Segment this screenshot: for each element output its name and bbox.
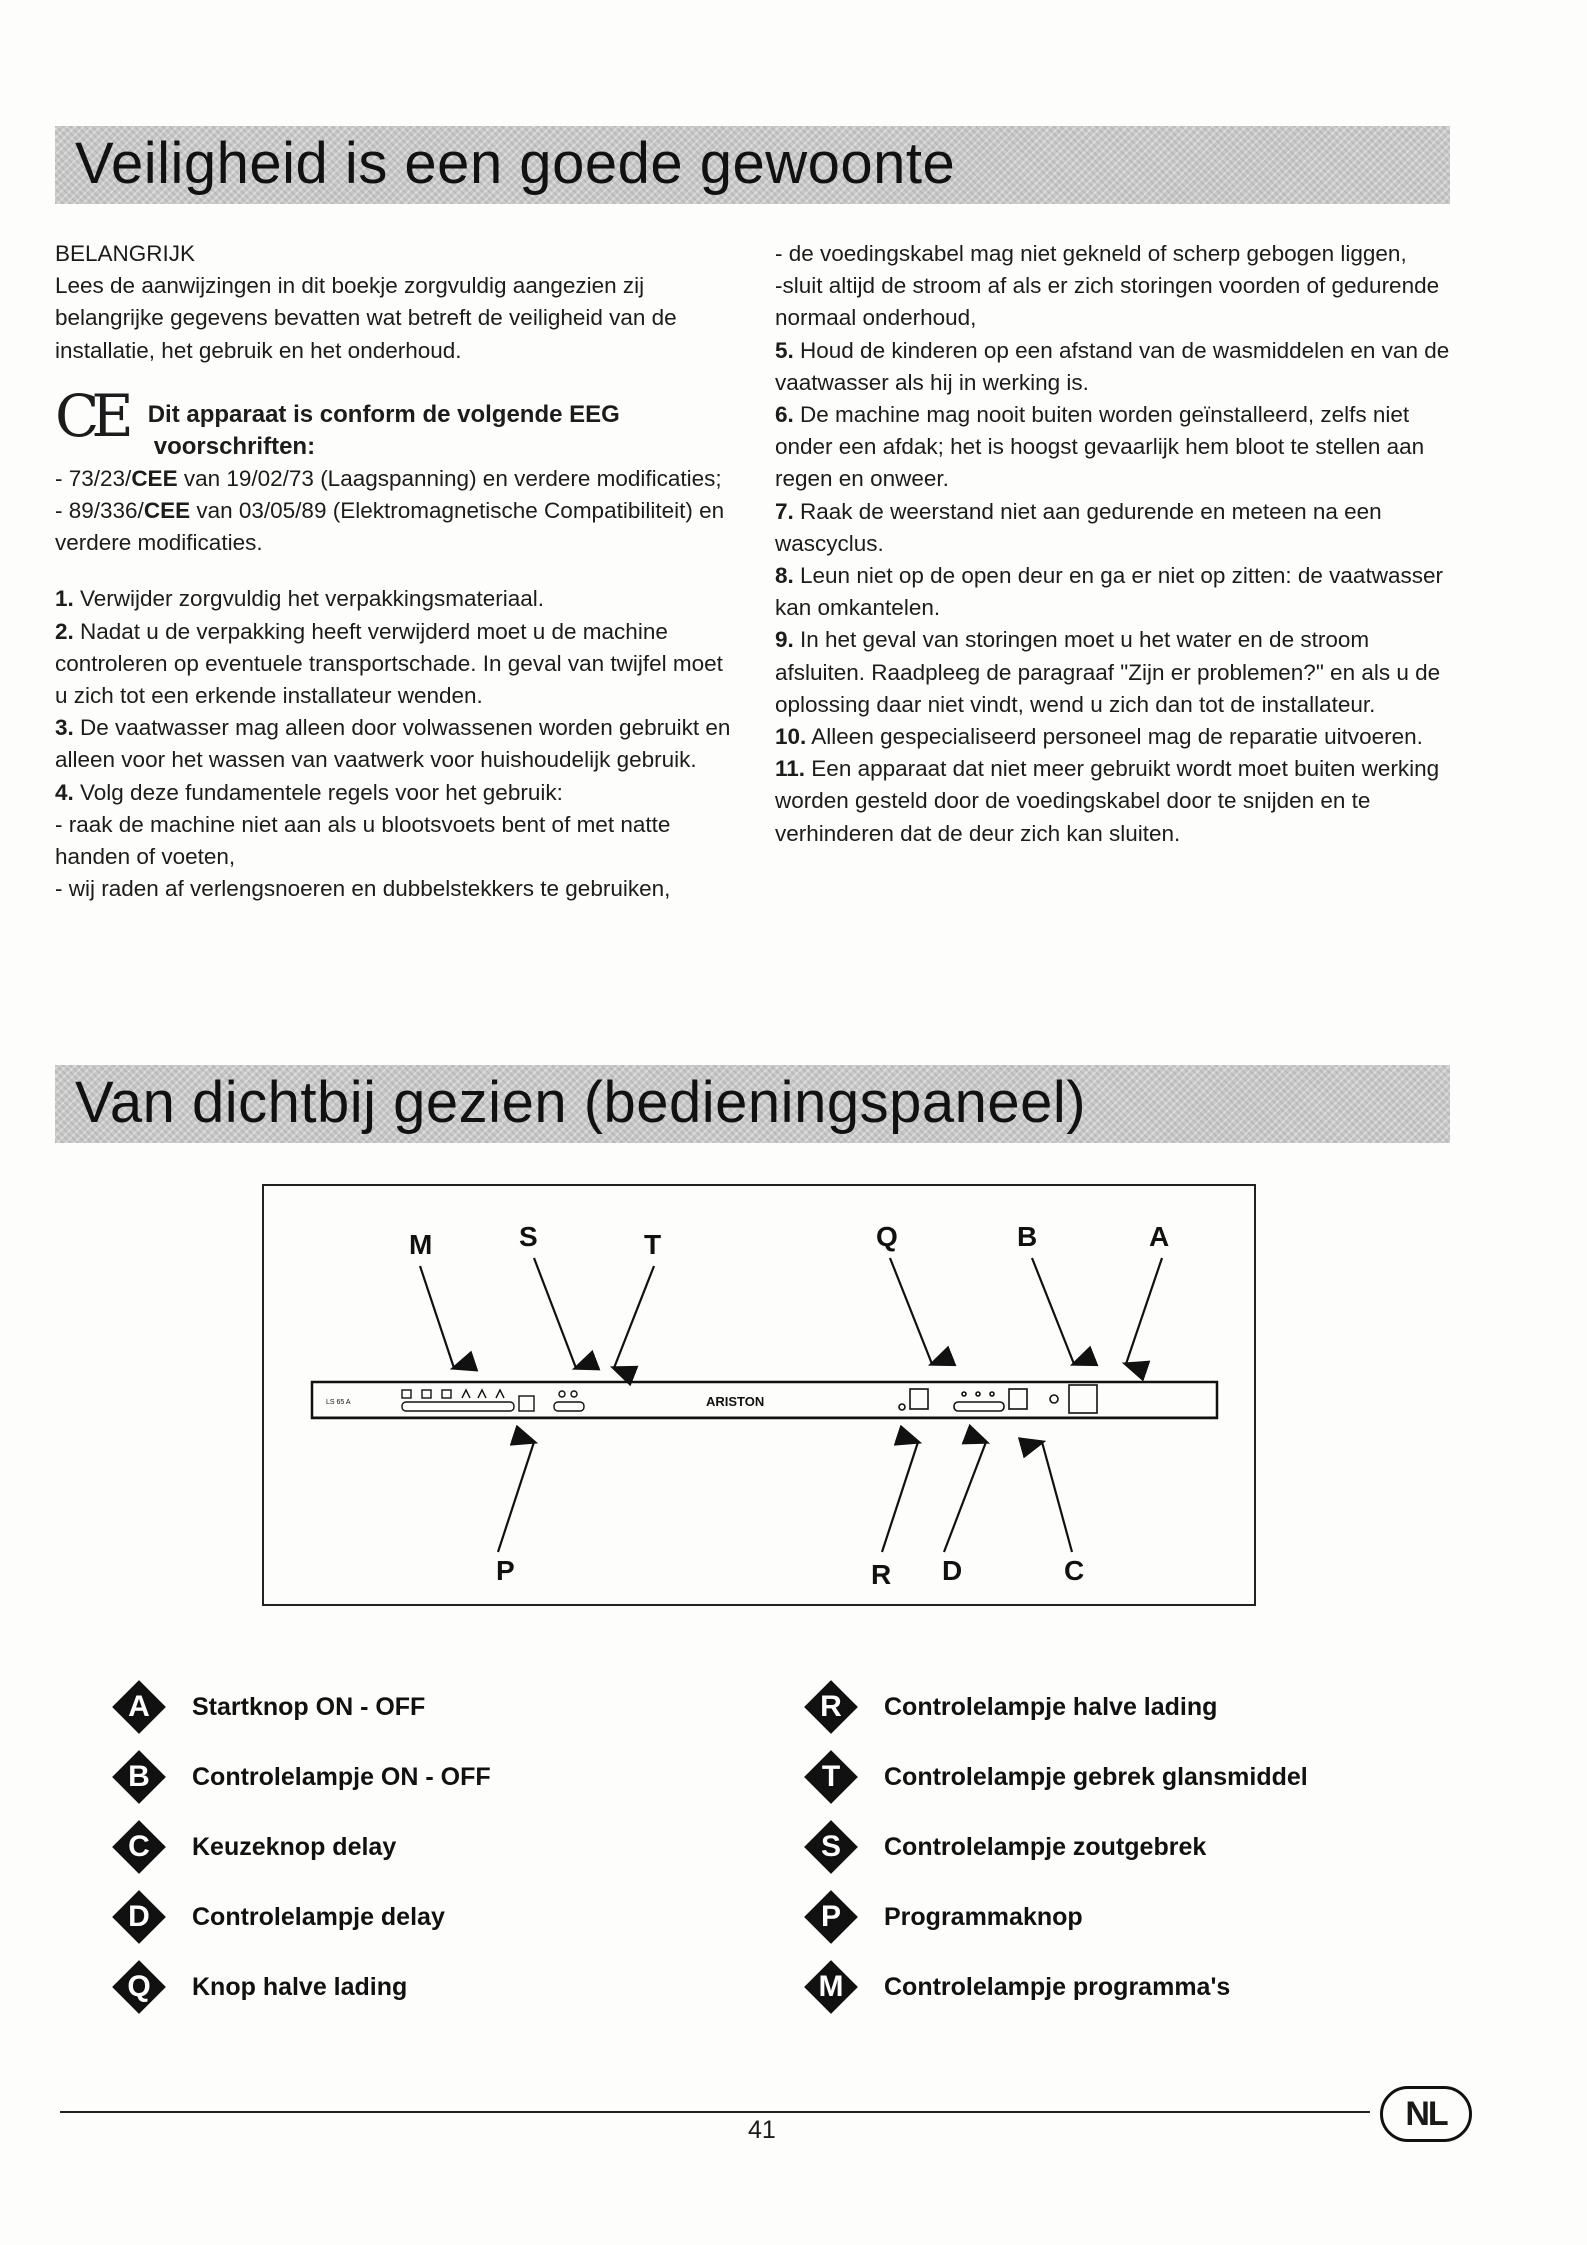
callout-D: D xyxy=(942,1555,963,1586)
legend-item-p xyxy=(800,1886,1083,1948)
legend-item-c xyxy=(108,1816,396,1878)
legend-label: Knop halve lading xyxy=(192,1972,408,2001)
safety-item-6: 6. De machine mag nooit buiten worden geïnstalleerd, zelfs niet onder een afdak; het is hoogst gevaarlijk hem bloot te stellen aan regen en onweer. xyxy=(775,402,1425,492)
callout-B: B xyxy=(1017,1221,1038,1252)
page-number: 41 xyxy=(748,2116,776,2144)
on-off-button xyxy=(1069,1385,1097,1413)
safety-item-3: 3. De vaatwasser mag alleen door volwassenen worden gebruikt en alleen voor het wassen van vaatwerk voor huishoudelijk gebruik. xyxy=(55,715,731,773)
arrow-T xyxy=(614,1266,654,1368)
control-panel-diagram xyxy=(262,1184,1256,1606)
callout-S: S xyxy=(519,1221,538,1252)
legend-diamond-c-icon: C xyxy=(108,1816,170,1878)
half-load-button xyxy=(910,1389,928,1409)
arrow-B xyxy=(1032,1258,1074,1364)
legend-label: Controlelampje programma's xyxy=(884,1972,1231,2001)
footer-rule xyxy=(60,2111,1370,2113)
directive-1: - 73/23/CEE van 19/02/73 (Laagspanning) en verdere modificaties; xyxy=(55,465,722,491)
safety-item-11: 11. Een apparaat dat niet meer gebruikt wordt moet buiten werking worden gesteld door de voedingskabel door te snijden en te verhinderen dat de deur zich kan sluiten. xyxy=(775,756,1440,846)
legend-label: Controlelampje delay xyxy=(192,1902,445,1931)
section-banner-control-panel xyxy=(55,1065,1450,1143)
callout-M: M xyxy=(409,1229,433,1260)
safety-item-4a: - raak de machine niet aan als u blootsvoets bent of met natte handen of voeten, xyxy=(55,811,671,870)
safety-item-8: 8. Leun niet op de open deur en ga er niet op zitten: de vaatwasser kan omkantelen. xyxy=(775,563,1443,621)
arrow-Q xyxy=(890,1258,932,1364)
safety-item-10: 10. Alleen gespecialiseerd personeel mag de reparatie uitvoeren. xyxy=(775,724,1423,750)
legend-diamond-a-icon: A xyxy=(108,1676,170,1738)
legend-diamond-q-icon: Q xyxy=(108,1956,170,2018)
section-banner-safety xyxy=(55,126,1450,204)
control-panel-svg xyxy=(264,1186,1254,1604)
arrow-S xyxy=(534,1258,576,1368)
important-heading: BELANGRIJK xyxy=(55,241,196,266)
safety-item-4d: -sluit altijd de stroom af als er zich storingen voorden of gedurende normaal onderhoud, xyxy=(775,273,1440,331)
delay-knob xyxy=(1009,1389,1027,1409)
callout-Q: Q xyxy=(876,1221,898,1252)
legend-label: Controlelampje gebrek glansmiddel xyxy=(884,1762,1308,1791)
legend-item-m xyxy=(800,1956,1230,2018)
safety-item-4c: - de voedingskabel mag niet gekneld of scherp gebogen liggen, xyxy=(775,241,1407,266)
legend-item-a xyxy=(108,1676,425,1738)
language-badge: NL xyxy=(1380,2086,1472,2142)
safety-item-4: 4. Volg deze fundamentele regels voor het gebruik: xyxy=(55,779,563,805)
arrow-R xyxy=(882,1442,918,1552)
delay-indicator xyxy=(954,1402,1004,1411)
ce-mark-icon: CE xyxy=(55,381,126,450)
safety-item-4b: - wij raden af verlengsnoeren en dubbelstekkers te gebruiken, xyxy=(55,876,671,902)
safety-item-9: 9. In het geval van storingen moet u het water en de stroom afsluiten. Raadpleeg de paragraaf "Zijn er problemen?" en als u de oplossing daar niet vindt, wend u zich dan tot de installateur. xyxy=(775,627,1441,717)
legend-label: Startknop ON - OFF xyxy=(192,1692,426,1721)
arrow-M xyxy=(420,1266,454,1368)
ce-statement xyxy=(148,389,620,463)
legend-diamond-b-icon: B xyxy=(108,1746,170,1808)
program-indicator-icons xyxy=(402,1390,534,1411)
arrow-A xyxy=(1126,1258,1162,1364)
legend-label: Programmaknop xyxy=(884,1902,1083,1931)
ce-statement-line2: voorschriften: xyxy=(153,432,316,460)
section-title-safety: Veiligheid is een goede gewoonte xyxy=(75,131,956,196)
warning-indicator-icons xyxy=(554,1391,584,1411)
safety-left-column xyxy=(55,238,735,905)
callout-T: T xyxy=(644,1229,662,1260)
ce-conformity xyxy=(55,381,735,463)
callout-C: C xyxy=(1064,1555,1085,1586)
legend-item-s xyxy=(800,1816,1206,1878)
legend-diamond-d-icon: D xyxy=(108,1886,170,1948)
arrow-D xyxy=(944,1442,986,1552)
legend-label: Keuzeknop delay xyxy=(192,1832,397,1861)
legend-diamond-t-icon: T xyxy=(800,1746,862,1808)
on-off-indicator xyxy=(1050,1395,1058,1403)
brand-logo: ARISTON xyxy=(706,1394,765,1409)
safety-right-column xyxy=(775,238,1455,850)
model-label: LS 65 A xyxy=(326,1399,351,1406)
ce-statement-line1: Dit apparaat is conform de volgende EEG xyxy=(147,400,620,428)
safety-item-7: 7. Raak de weerstand niet aan gedurende en meteen na een wascyclus. xyxy=(775,498,1382,556)
directive-2: - 89/336/CEE van 03/05/89 (Elektromagnetische Compatibiliteit) en verdere modificaties. xyxy=(55,498,725,556)
arrow-C xyxy=(1042,1442,1072,1552)
legend-label: Controlelampje zoutgebrek xyxy=(884,1832,1207,1861)
legend-item-t xyxy=(800,1746,1308,1808)
legend-item-d xyxy=(108,1886,445,1948)
callout-R: R xyxy=(871,1559,892,1590)
legend-item-b xyxy=(108,1746,491,1808)
legend-item-r xyxy=(800,1676,1217,1738)
intro-paragraph: Lees de aanwijzingen in dit boekje zorgvuldig aangezien zij belangrijke gegevens bevatten wat betreft de veiligheid van de installatie, het gebruik en het onderhoud. xyxy=(55,273,677,363)
legend-diamond-r-icon: R xyxy=(800,1676,862,1738)
legend-item-q xyxy=(108,1956,407,2018)
safety-item-2: 2. Nadat u de verpakking heeft verwijderd moet u de machine controleren op eventuele transportschade. In geval van twijfel moet u zich tot een erkende installateur wenden. xyxy=(55,618,723,709)
section-title-control-panel: Van dichtbij gezien (bedieningspaneel) xyxy=(75,1070,1087,1135)
legend-label: Controlelampje ON - OFF xyxy=(192,1762,491,1791)
callout-P: P xyxy=(496,1555,515,1586)
legend-diamond-p-icon: P xyxy=(800,1886,862,1948)
safety-item-1: 1. Verwijder zorgvuldig het verpakkingsmateriaal. xyxy=(55,586,544,612)
safety-item-5: 5. Houd de kinderen op een afstand van de wasmiddelen en van de vaatwasser als hij in werking is. xyxy=(775,337,1450,395)
arrow-P xyxy=(498,1442,534,1552)
legend-diamond-m-icon: M xyxy=(800,1956,862,2018)
right-controls xyxy=(899,1385,1097,1413)
legend-diamond-s-icon: S xyxy=(800,1816,862,1878)
callout-A: A xyxy=(1149,1221,1170,1252)
legend-label: Controlelampje halve lading xyxy=(884,1692,1218,1721)
